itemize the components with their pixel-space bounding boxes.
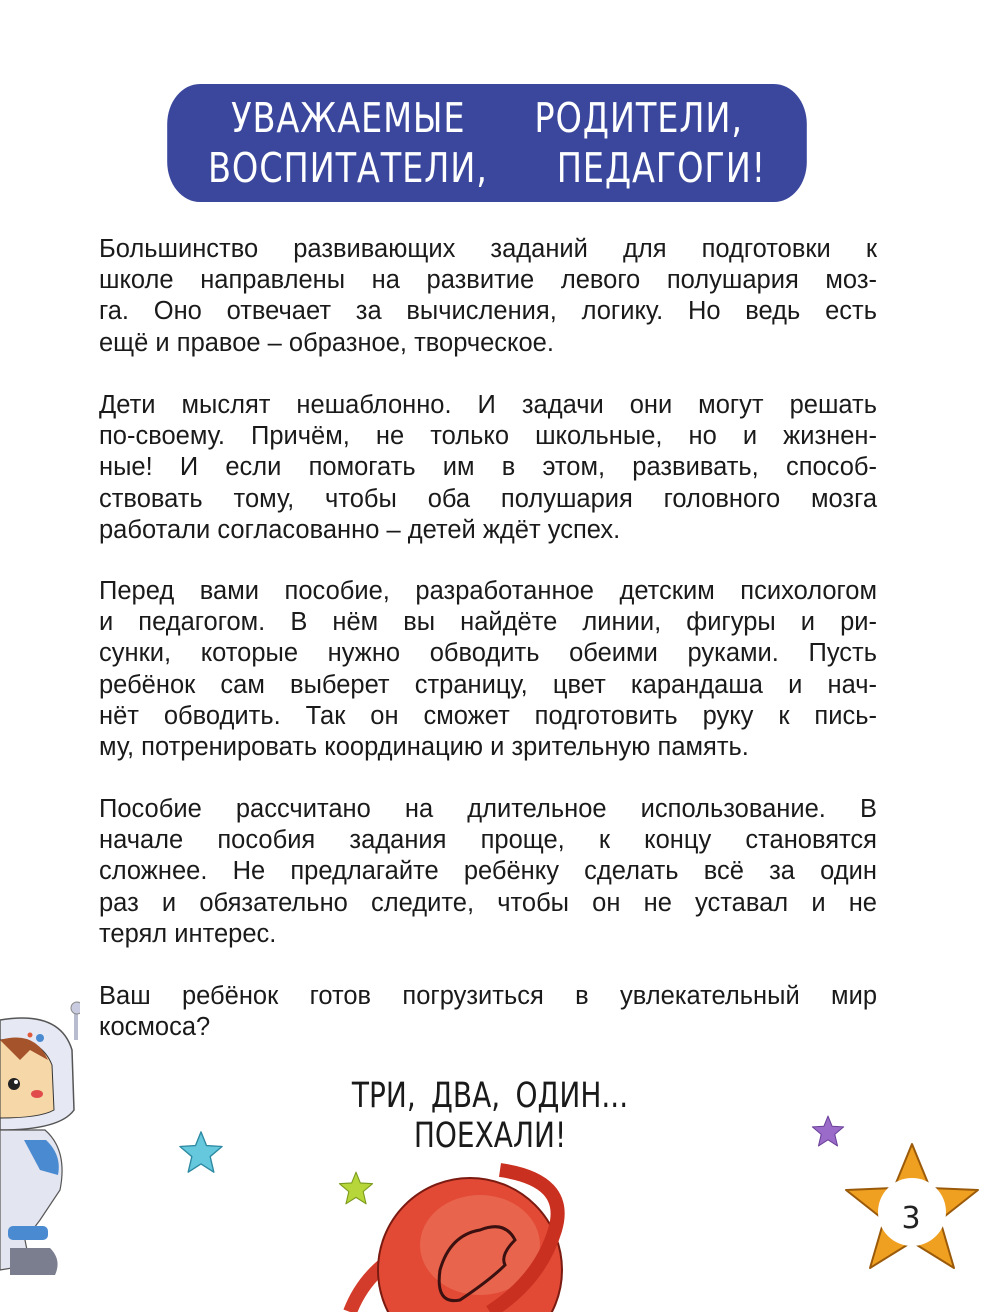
slogan: ТРИ, ДВА, ОДИН... ПОЕХАЛИ! xyxy=(351,1076,629,1156)
purple-star-icon xyxy=(811,1114,845,1148)
text-line: терял интерес. xyxy=(99,919,277,948)
blue-star-icon xyxy=(178,1130,224,1174)
text-line: начале пособия задания проще, к концу становятся xyxy=(99,826,877,855)
text-line: ные! И если помогать им в этом, развивать, способ- xyxy=(99,453,877,482)
text-line: школе направлены на развитие левого полушария моз- xyxy=(99,266,877,295)
text-line: нёт обводить. Так он сможет подготовить руку к пись- xyxy=(99,701,877,730)
text-line: Дети мыслят нешаблонно. И задачи они могут решать xyxy=(99,391,877,419)
title-line-1: УВАЖАЕМЫЕ РОДИТЕЛИ, xyxy=(231,94,743,142)
title-banner xyxy=(167,84,807,202)
title-line-2: ВОСПИТАТЕЛИ, ПЕДАГОГИ! xyxy=(208,144,766,192)
text-line: раз и обязательно следите, чтобы он не уставал и не xyxy=(99,888,877,917)
paragraph-1 xyxy=(99,234,877,359)
text-line: сложнее. Не предлагайте ребёнку сделать всё за один xyxy=(99,857,877,886)
text-line: ствовать тому, чтобы оба полушария головного мозга xyxy=(99,484,877,513)
text-line: га. Оно отвечает за вычисления, логику. Но ведь есть xyxy=(99,297,877,326)
text-line: Ваш ребёнок готов погрузиться в увлекательный мир xyxy=(99,982,877,1010)
text-line: и педагогом. В нём вы найдёте линии, фигуры и ри- xyxy=(99,608,877,637)
text-line: ребёнок сам выберет страницу, цвет карандаша и нач- xyxy=(99,670,877,699)
text-line: Большинство развивающих заданий для подготовки к xyxy=(99,235,877,263)
text-line: работали согласованно – детей ждёт успех. xyxy=(99,515,621,544)
text-line: ещё и правое – образное, творческое. xyxy=(99,328,554,357)
text-line: му, потренировать координацию и зрительную память. xyxy=(99,732,749,761)
text-line: Пособие рассчитано на длительное использование. В xyxy=(99,795,877,823)
paragraph-5 xyxy=(99,981,877,1043)
text-line: сунки, которые нужно обводить обеими руками. Пусть xyxy=(99,639,877,668)
page-number: 3 xyxy=(901,1200,921,1236)
paragraph-4 xyxy=(99,794,877,950)
paragraph-2 xyxy=(99,390,877,546)
red-planet-illustration xyxy=(330,1140,570,1312)
paragraph-3 xyxy=(99,576,877,763)
text-line: Перед вами пособие, разработанное детским психологом xyxy=(99,577,877,605)
astronaut-boy-illustration xyxy=(0,990,80,1290)
text-line: по-своему. Причём, не только школьные, но и жизнен- xyxy=(99,422,877,451)
text-line: космоса? xyxy=(99,1013,211,1042)
